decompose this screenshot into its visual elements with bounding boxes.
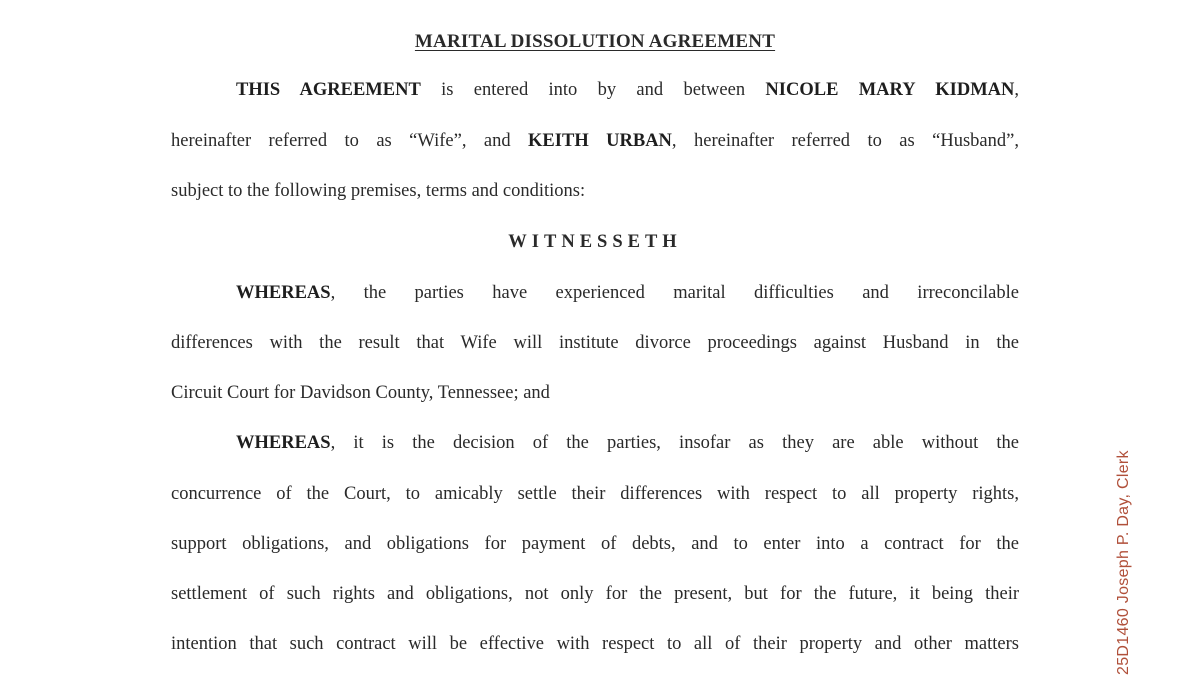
witnesseth-heading: WITNESSETH [508, 232, 682, 252]
intro-line-2 [171, 131, 1019, 152]
whereas1-line-2: differences with the result that Wife will institute divorce proceedings against Husband in the [171, 333, 1019, 353]
whereas1-lead: WHEREAS [236, 283, 331, 303]
cut-off-top-line [236, 0, 596, 2]
clerk-stamp-text: 25D1460 Joseph P. Day, Clerk [1115, 450, 1132, 675]
whereas1-line-3: Circuit Court for Davidson County, Tennessee; and [171, 383, 550, 403]
intro-connector: is entered into by and between [420, 80, 766, 100]
clerk-stamp [1112, 400, 1136, 675]
whereas2-line-1 [236, 433, 1019, 454]
intro-line-3: subject to the following premises, terms and conditions: [171, 181, 586, 201]
whereas2-line-4: settlement of such rights and obligations, not only for the present, but for the future, it being their [171, 584, 1019, 604]
party-wife-name: NICOLE MARY KIDMAN [765, 80, 1015, 100]
whereas1-line-1 [236, 283, 1019, 304]
whereas2-line-2: concurrence of the Court, to amicably settle their differences with respect to all property rights, [171, 484, 1019, 504]
whereas2-line-5: intention that such contract will be effective with respect to all of their property and other matters [171, 634, 1019, 654]
intro-comma: , [1014, 80, 1019, 100]
whereas2-line-3: support obligations, and obligations for payment of debts, and to enter into a contract for the [171, 534, 1019, 554]
intro-lead: THIS AGREEMENT [236, 80, 421, 100]
party-husband-name: KEITH URBAN [528, 131, 672, 151]
cut-off-comma [586, 0, 590, 2]
intro-wife-defn: hereinafter referred to as “Wife”, and [171, 131, 529, 151]
whereas2-line-1-text: , it is the decision of the parties, insofar as they are able without the [330, 433, 1019, 453]
intro-husband-defn: , hereinafter referred to as “Husband”, [671, 131, 1019, 151]
whereas2-lead: WHEREAS [236, 433, 331, 453]
intro-line-1 [236, 80, 1019, 101]
document-title: MARITAL DISSOLUTION AGREEMENT [414, 31, 776, 52]
whereas1-line-1-text: , the parties have experienced marital difficulties and irreconcilable [330, 283, 1019, 303]
